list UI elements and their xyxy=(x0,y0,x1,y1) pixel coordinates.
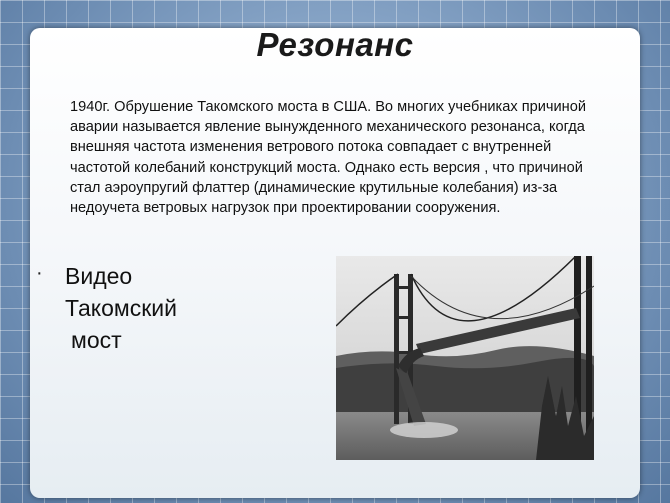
slide-paragraph: 1940г. Обрушение Такомского моста в США. Во многих учебниках причиной аварии называется явление вынужденного механического резонанса, когда внешняя частота изменения ветрового потока совпадает с внутренней частотой колебаний конструкций моста. Однако есть версия , что причиной стал аэроупругий флаттер (динамические крутильные колебания) из-за недоучета ветровых нагрузок при проектировании сооружения. xyxy=(70,99,586,217)
slide-title: Резонанс xyxy=(256,26,414,63)
video-link-text[interactable] xyxy=(65,260,265,356)
bullet-line-1: Видео xyxy=(65,263,133,289)
bullet-line-3: мост xyxy=(71,327,122,353)
bridge-collapse-photo xyxy=(336,256,594,460)
bullet-line-2: Такомский xyxy=(65,295,177,321)
bullet-marker: · xyxy=(36,262,43,284)
bridge-photo-drawing xyxy=(336,256,594,460)
